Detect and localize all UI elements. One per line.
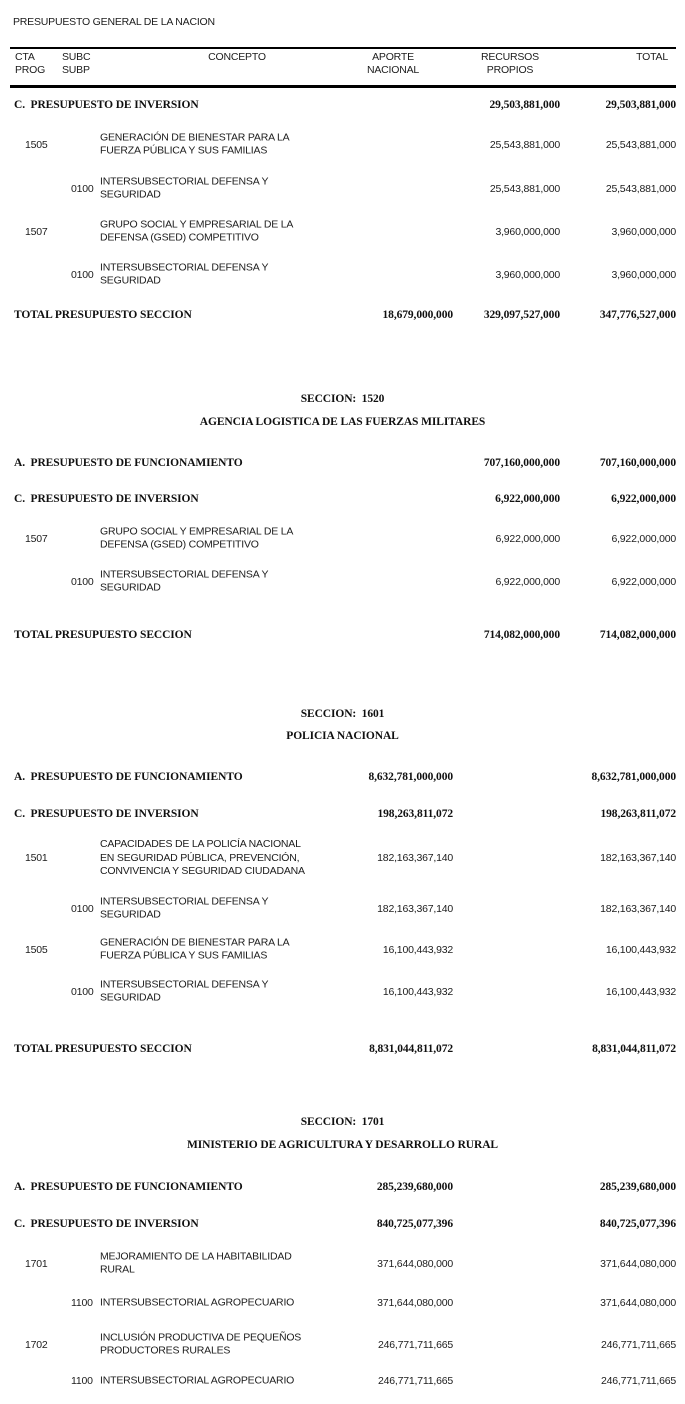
header-rule-top [10,47,676,49]
summary-row [0,807,685,821]
total-value: 25,543,881,000 [605,182,676,195]
concepto-line: SEGURIDAD [100,991,161,1004]
recursos-propios-value: 25,543,881,000 [489,182,560,195]
concepto-line: INTERSUBSECTORIAL AGROPECUARIO [100,1295,295,1308]
subc-code: 0100 [71,575,94,588]
header-rule-bottom [10,85,676,88]
concepto-line: INTERSUBSECTORIAL DEFENSA Y [100,261,269,273]
concepto-line: INCLUSIÓN PRODUCTIVA DE PEQUEÑOS [100,1331,302,1343]
section-total-row [0,308,685,322]
concepto-line: CAPACIDADES DE LA POLICÍA NACIONAL [100,837,301,850]
concepto-line: SEGURIDAD [100,581,161,594]
total-value: 29,503,881,000 [605,99,676,111]
concepto-line: INTERSUBSECTORIAL DEFENSA Y [100,978,269,990]
aporte-nacional-value: 371,644,080,000 [377,1257,453,1270]
concepto-line: GRUPO SOCIAL Y EMPRESARIAL DE LA [100,525,294,537]
row-label: C. PRESUPUESTO DE INVERSION [14,808,199,820]
concepto-text [100,1374,312,1388]
row-label: TOTAL PRESUPUESTO SECCION [14,629,192,641]
subprogram-row [0,261,685,288]
total-value: 707,160,000,000 [599,457,676,469]
program-row [0,838,685,878]
concepto-line: INTERSUBSECTORIAL DEFENSA Y [100,895,269,907]
aporte-nacional-value: 8,632,781,000,000 [368,771,453,783]
concepto-text [100,175,312,202]
concepto-line: GENERACIÓN DE BIENESTAR PARA LA [100,131,290,143]
concepto-line: DEFENSA (GSED) COMPETITIVO [100,231,259,244]
header-cta-line1: CTA [15,51,35,63]
recursos-propios-value: 29,503,881,000 [489,99,560,111]
program-row [0,936,685,963]
total-value: 182,163,367,140 [600,902,676,915]
concepto-text [100,525,312,552]
header-aporte-line1: APORTE [372,51,414,63]
recursos-propios-value: 3,960,000,000 [495,268,560,281]
summary-row [0,1180,685,1194]
total-value: 246,771,711,665 [600,1338,676,1351]
summary-row [0,492,685,506]
total-value: 16,100,443,932 [605,985,676,998]
concepto-line: INTERSUBSECTORIAL DEFENSA Y [100,568,269,580]
subc-code: 1100 [71,1296,93,1309]
concepto-text [100,978,312,1005]
total-value: 3,960,000,000 [611,268,676,281]
section-name: AGENCIA LOGISTICA DE LAS FUERZAS MILITARES [199,416,486,428]
total-value: 714,082,000,000 [599,629,676,641]
header-recursos-propios [460,51,560,77]
header-cta-prog [15,51,45,77]
concepto-text [100,568,312,595]
aporte-nacional-value: 371,644,080,000 [377,1296,453,1309]
subprogram-row [0,895,685,922]
summary-row [0,456,685,470]
total-value: 371,644,080,000 [600,1296,676,1309]
row-label: TOTAL PRESUPUESTO SECCION [14,1043,192,1055]
section-heading: SECCION: 1601 [300,708,385,720]
aporte-nacional-value: 182,163,367,140 [377,852,453,864]
program-row [0,131,685,158]
row-label: A. PRESUPUESTO DE FUNCIONAMIENTO [14,457,243,469]
row-label: TOTAL PRESUPUESTO SECCION [14,309,192,321]
header-cta-line2: PROG [15,64,46,76]
header-subc-line1: SUBC [62,51,91,63]
concepto-text [100,838,312,879]
concepto-line: RURAL [100,1263,135,1276]
recursos-propios-value: 707,160,000,000 [483,457,560,469]
concepto-line: GRUPO SOCIAL Y EMPRESARIAL DE LA [100,218,294,230]
cta-code: 1507 [25,532,48,545]
concepto-line: SEGURIDAD [100,274,161,287]
concepto-text [100,261,312,288]
aporte-nacional-value: 16,100,443,932 [382,943,453,956]
row-label: C. PRESUPUESTO DE INVERSION [14,493,199,505]
subc-code: 0100 [71,268,94,281]
recursos-propios-value: 714,082,000,000 [483,629,560,641]
summary-row [0,770,685,784]
header-subc-line2: SUBP [62,64,90,76]
concepto-line: EN SEGURIDAD PÚBLICA, PREVENCIÓN, [100,851,300,864]
concepto-text [100,1250,312,1277]
summary-row [0,1217,685,1231]
concepto-text [100,1296,312,1310]
subc-code: 0100 [71,985,94,998]
concepto-line: INTERSUBSECTORIAL DEFENSA Y [100,175,269,187]
header-concepto: CONCEPTO [208,51,266,63]
total-value: 6,922,000,000 [611,493,676,505]
program-row [0,1250,685,1277]
header-total: TOTAL [636,51,668,63]
subc-code: 0100 [71,182,94,195]
total-value: 285,239,680,000 [599,1181,676,1193]
row-label: C. PRESUPUESTO DE INVERSION [14,99,199,111]
concepto-line: CONVIVENCIA Y SEGURIDAD CIUDADANA [100,864,305,877]
recursos-propios-value: 25,543,881,000 [489,138,560,151]
concepto-line: SEGURIDAD [100,188,161,201]
concepto-text [100,218,312,245]
concepto-line: DEFENSA (GSED) COMPETITIVO [100,538,259,551]
summary-row [0,98,685,112]
concepto-text [100,131,312,158]
total-value: 182,163,367,140 [600,852,676,864]
aporte-nacional-value: 246,771,711,665 [377,1338,453,1351]
section-heading: SECCION: 1520 [300,393,385,405]
concepto-line: PRODUCTORES RURALES [100,1344,231,1357]
subprogram-row [0,568,685,595]
header-recursos-line2: PROPIOS [486,64,534,76]
total-value: 25,543,881,000 [605,138,676,151]
cta-code: 1507 [25,225,48,238]
aporte-nacional-value: 18,679,000,000 [382,309,453,321]
cta-code: 1505 [25,943,48,956]
subc-code: 0100 [71,902,94,915]
subprogram-row [0,1296,685,1309]
recursos-propios-value: 329,097,527,000 [483,309,560,321]
total-value: 3,960,000,000 [611,225,676,238]
concepto-line: FUERZA PÚBLICA Y SUS FAMILIAS [100,949,268,962]
document-title: PRESUPUESTO GENERAL DE LA NACION [13,16,215,28]
header-recursos-line1: RECURSOS [481,51,539,63]
cta-code: 1501 [25,852,48,864]
recursos-propios-value: 6,922,000,000 [495,532,560,545]
concepto-line: INTERSUBSECTORIAL AGROPECUARIO [100,1373,295,1386]
subprogram-row [0,978,685,1005]
header-aporte-nacional [343,51,443,77]
total-value: 16,100,443,932 [605,943,676,956]
program-row [0,218,685,245]
total-value: 246,771,711,665 [600,1374,676,1387]
recursos-propios-value: 3,960,000,000 [495,225,560,238]
aporte-nacional-value: 182,163,367,140 [377,902,453,915]
subprogram-row [0,175,685,202]
concepto-text [100,1331,312,1358]
section-name: MINISTERIO DE AGRICULTURA Y DESARROLLO RURAL [187,1139,498,1151]
program-row [0,525,685,552]
concepto-line: GENERACIÓN DE BIENESTAR PARA LA [100,936,290,948]
total-value: 6,922,000,000 [611,532,676,545]
total-value: 198,263,811,072 [600,808,676,820]
concepto-text [100,936,312,963]
recursos-propios-value: 6,922,000,000 [495,575,560,588]
concepto-line: FUERZA PÚBLICA Y SUS FAMILIAS [100,144,268,157]
section-name: POLICIA NACIONAL [286,730,399,742]
total-value: 6,922,000,000 [611,575,676,588]
section-total-row [0,1042,685,1056]
aporte-nacional-value: 285,239,680,000 [376,1181,453,1193]
section-heading: SECCION: 1701 [300,1116,385,1128]
total-value: 8,632,781,000,000 [591,771,676,783]
program-row [0,1331,685,1358]
cta-code: 1701 [25,1257,48,1270]
concepto-text [100,895,312,922]
concepto-line: MEJORAMIENTO DE LA HABITABILIDAD [100,1250,292,1262]
row-label: A. PRESUPUESTO DE FUNCIONAMIENTO [14,771,243,783]
cta-code: 1702 [25,1338,48,1351]
row-label: C. PRESUPUESTO DE INVERSION [14,1218,199,1230]
subprogram-row [0,1374,685,1387]
cta-code: 1505 [25,138,48,151]
subc-code: 1100 [71,1374,93,1387]
total-value: 371,644,080,000 [600,1257,676,1270]
aporte-nacional-value: 840,725,077,396 [376,1218,453,1230]
header-subc-subp [62,51,90,77]
aporte-nacional-value: 8,831,044,811,072 [369,1043,453,1055]
row-label: A. PRESUPUESTO DE FUNCIONAMIENTO [14,1181,243,1193]
header-aporte-line2: NACIONAL [366,64,420,76]
total-value: 347,776,527,000 [599,309,676,321]
recursos-propios-value: 6,922,000,000 [495,493,560,505]
total-value: 8,831,044,811,072 [592,1043,676,1055]
section-total-row [0,628,685,642]
total-value: 840,725,077,396 [599,1218,676,1230]
aporte-nacional-value: 16,100,443,932 [382,985,453,998]
concepto-line: SEGURIDAD [100,908,161,921]
aporte-nacional-value: 198,263,811,072 [377,808,453,820]
aporte-nacional-value: 246,771,711,665 [377,1374,453,1387]
